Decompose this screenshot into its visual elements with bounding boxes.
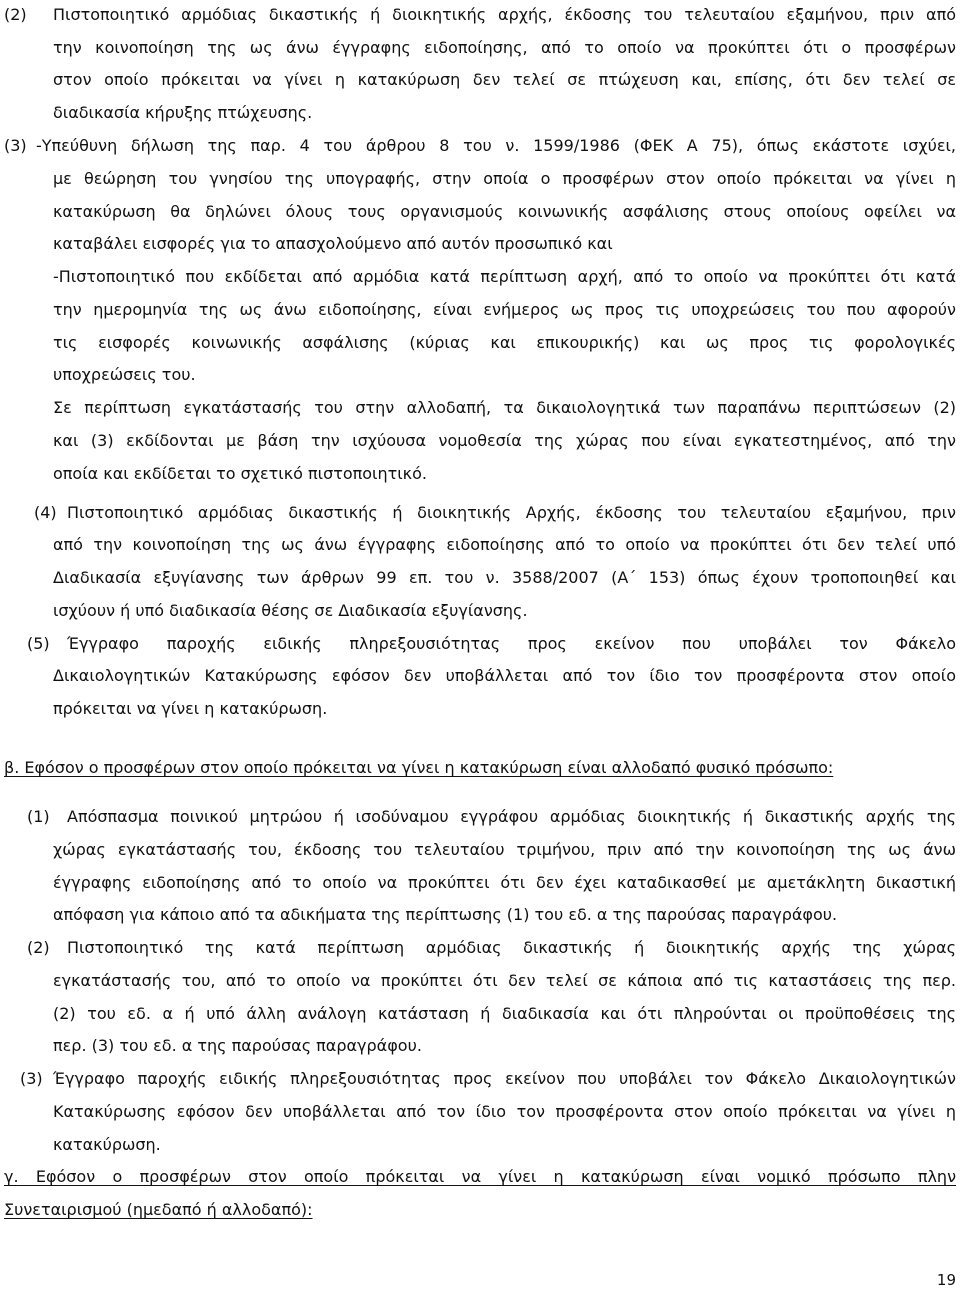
paragraph-line: τις εισφορές κοινωνικής ασφάλισης (κύριας και επικουρικής) και ως προς τις φορολογικές [53, 333, 956, 352]
item-number: (3) [4, 136, 27, 155]
section-heading-gamma-continued: Συνεταιρισμού (ημεδαπό ή αλλοδαπό): [4, 1200, 313, 1219]
paragraph-line: Κατακύρωσης εφόσον δεν υποβάλλεται από τον ίδιο τον προσφέροντα στον οποίο πρόκειται να γίνει η [53, 1102, 956, 1121]
paragraph-line: Έγγραφο παροχής ειδικής πληρεξουσιότητας προς εκείνον που υποβάλει τον Φάκελο [67, 634, 956, 653]
paragraph-line: -Πιστοποιητικό που εκδίδεται από αρμόδια κατά περίπτωση αρχή, από το οποίο να προκύπτει ότι κατά [53, 267, 956, 286]
item-number: (5) [27, 634, 50, 653]
paragraph-line: με θεώρηση του γνησίου της υπογραφής, στην οποία ο προσφέρων στον οποίο πρόκειται να γίνει η [53, 169, 956, 188]
item-number: (3) [20, 1069, 43, 1088]
paragraph-line: υποχρεώσεις του. [53, 365, 196, 384]
item-number: (4) [34, 503, 57, 522]
paragraph-line: Δικαιολογητικών Κατακύρωσης εφόσον δεν υποβάλλεται από τον ίδιο τον προσφέροντα στον οποίο [53, 666, 956, 685]
paragraph-line: την κοινοποίηση της ως άνω έγγραφης ειδοποίησης, από το οποίο να προκύπτει ότι ο προσφέρων [53, 38, 956, 57]
paragraph-line: κατακύρωση θα δηλώνει όλους τους οργανισμούς κοινωνικής ασφάλισης στους οποίους οφείλει να [53, 202, 956, 221]
paragraph-line: Σε περίπτωση εγκατάστασής του στην αλλοδαπή, τα δικαιολογητικά των παραπάνω περιπτώσεων (2) [53, 398, 956, 417]
paragraph-line: καταβάλει εισφορές για το απασχολούμενο από αυτόν προσωπικό και [53, 234, 613, 253]
paragraph-line: χώρας εγκατάστασής του, έκδοσης του τελευταίου τριμήνου, πριν από την κοινοποίηση της ως άνω [53, 840, 956, 859]
paragraph-line: εγκατάστασής του, από το οποίο να προκύπτει ότι δεν τελεί σε κάποια από τις καταστάσεις της περ. [53, 971, 956, 990]
paragraph-line: περ. (3) του εδ. α της παρούσας παραγράφου. [53, 1036, 422, 1055]
page-number: 19 [936, 1271, 956, 1289]
paragraph-line: Πιστοποιητικό της κατά περίπτωση αρμόδιας δικαστικής ή διοικητικής αρχής της χώρας [67, 938, 956, 957]
paragraph-line: πρόκειται να γίνει η κατακύρωση. [53, 699, 328, 718]
paragraph-line: απόφαση για κάποιο από τα αδικήματα της περίπτωσης (1) του εδ. α της παρούσας παραγράφου. [53, 905, 838, 924]
section-heading-beta: β. Εφόσον ο προσφέρων στον οποίο πρόκειται να γίνει η κατακύρωση είναι αλλοδαπό φυσικό πρόσωπο: [4, 758, 834, 777]
paragraph-line: και (3) εκδίδονται με βάση την ισχύουσα νομοθεσία της χώρας που είναι εγκατεστημένος, από την [53, 431, 956, 450]
paragraph-line: διαδικασία κήρυξης πτώχευσης. [53, 103, 313, 122]
paragraph-line: ισχύουν ή υπό διαδικασία θέσης σε Διαδικασία εξυγίανσης. [53, 601, 528, 620]
item-number: (2) [27, 938, 50, 957]
paragraph-line: την ημερομηνία της ως άνω ειδοποίησης, είναι ενήμερος ως προς τις υποχρεώσεις του που αφορούν [53, 300, 956, 319]
section-heading-gamma: γ. Εφόσον ο προσφέρων στον οποίο πρόκειται να γίνει η κατακύρωση είναι νομικό πρόσωπο πλην [4, 1167, 956, 1186]
paragraph-line: Πιστοποιητικό αρμόδιας δικαστικής ή διοικητικής αρχής, έκδοσης του τελευταίου εξαμήνου, πριν από [53, 5, 956, 24]
paragraph-line: Διαδικασία εξυγίανσης των άρθρων 99 επ. του ν. 3588/2007 (Α΄ 153) όπως έχουν τροποποιηθεί και [53, 568, 956, 587]
paragraph-line: (2) του εδ. α ή υπό άλλη ανάλογη κατάσταση ή διαδικασία και ότι πληρούνται οι προϋποθέσεις της [53, 1004, 956, 1023]
paragraph-line: Απόσπασμα ποινικού μητρώου ή ισοδύναμου εγγράφου αρμόδιας διοικητικής ή δικαστικής αρχής της [67, 807, 956, 826]
paragraph-line: Πιστοποιητικό αρμόδιας δικαστικής ή διοικητικής Αρχής, έκδοσης του τελευταίου εξαμήνου, πριν [67, 503, 956, 522]
paragraph-line: έγγραφης ειδοποίησης από το οποίο να προκύπτει ότι δεν έχει καταδικασθεί με αμετάκλητη δικαστική [53, 873, 956, 892]
item-number: (2) [4, 5, 27, 24]
paragraph-line: στον οποίο πρόκειται να γίνει η κατακύρωση δεν τελεί σε πτώχευση και, επίσης, ότι δεν τελεί σε [53, 70, 956, 89]
paragraph-line: από την κοινοποίηση της ως άνω έγγραφης ειδοποίησης από το οποίο να προκύπτει ότι δεν τελεί υπό [53, 535, 956, 554]
paragraph-line: κατακύρωση. [53, 1135, 161, 1154]
paragraph-line: Έγγραφο παροχής ειδικής πληρεξουσιότητας προς εκείνον που υποβάλει τον Φάκελο Δικαιολογητικών [53, 1069, 956, 1088]
paragraph-line: οποία και εκδίδεται το σχετικό πιστοποιητικό. [53, 464, 427, 483]
item-number: (1) [27, 807, 50, 826]
paragraph-line: -Υπεύθυνη δήλωση της παρ. 4 του άρθρου 8 του ν. 1599/1986 (ΦΕΚ Α 75), όπως εκάστοτε ισχύει, [36, 136, 956, 155]
